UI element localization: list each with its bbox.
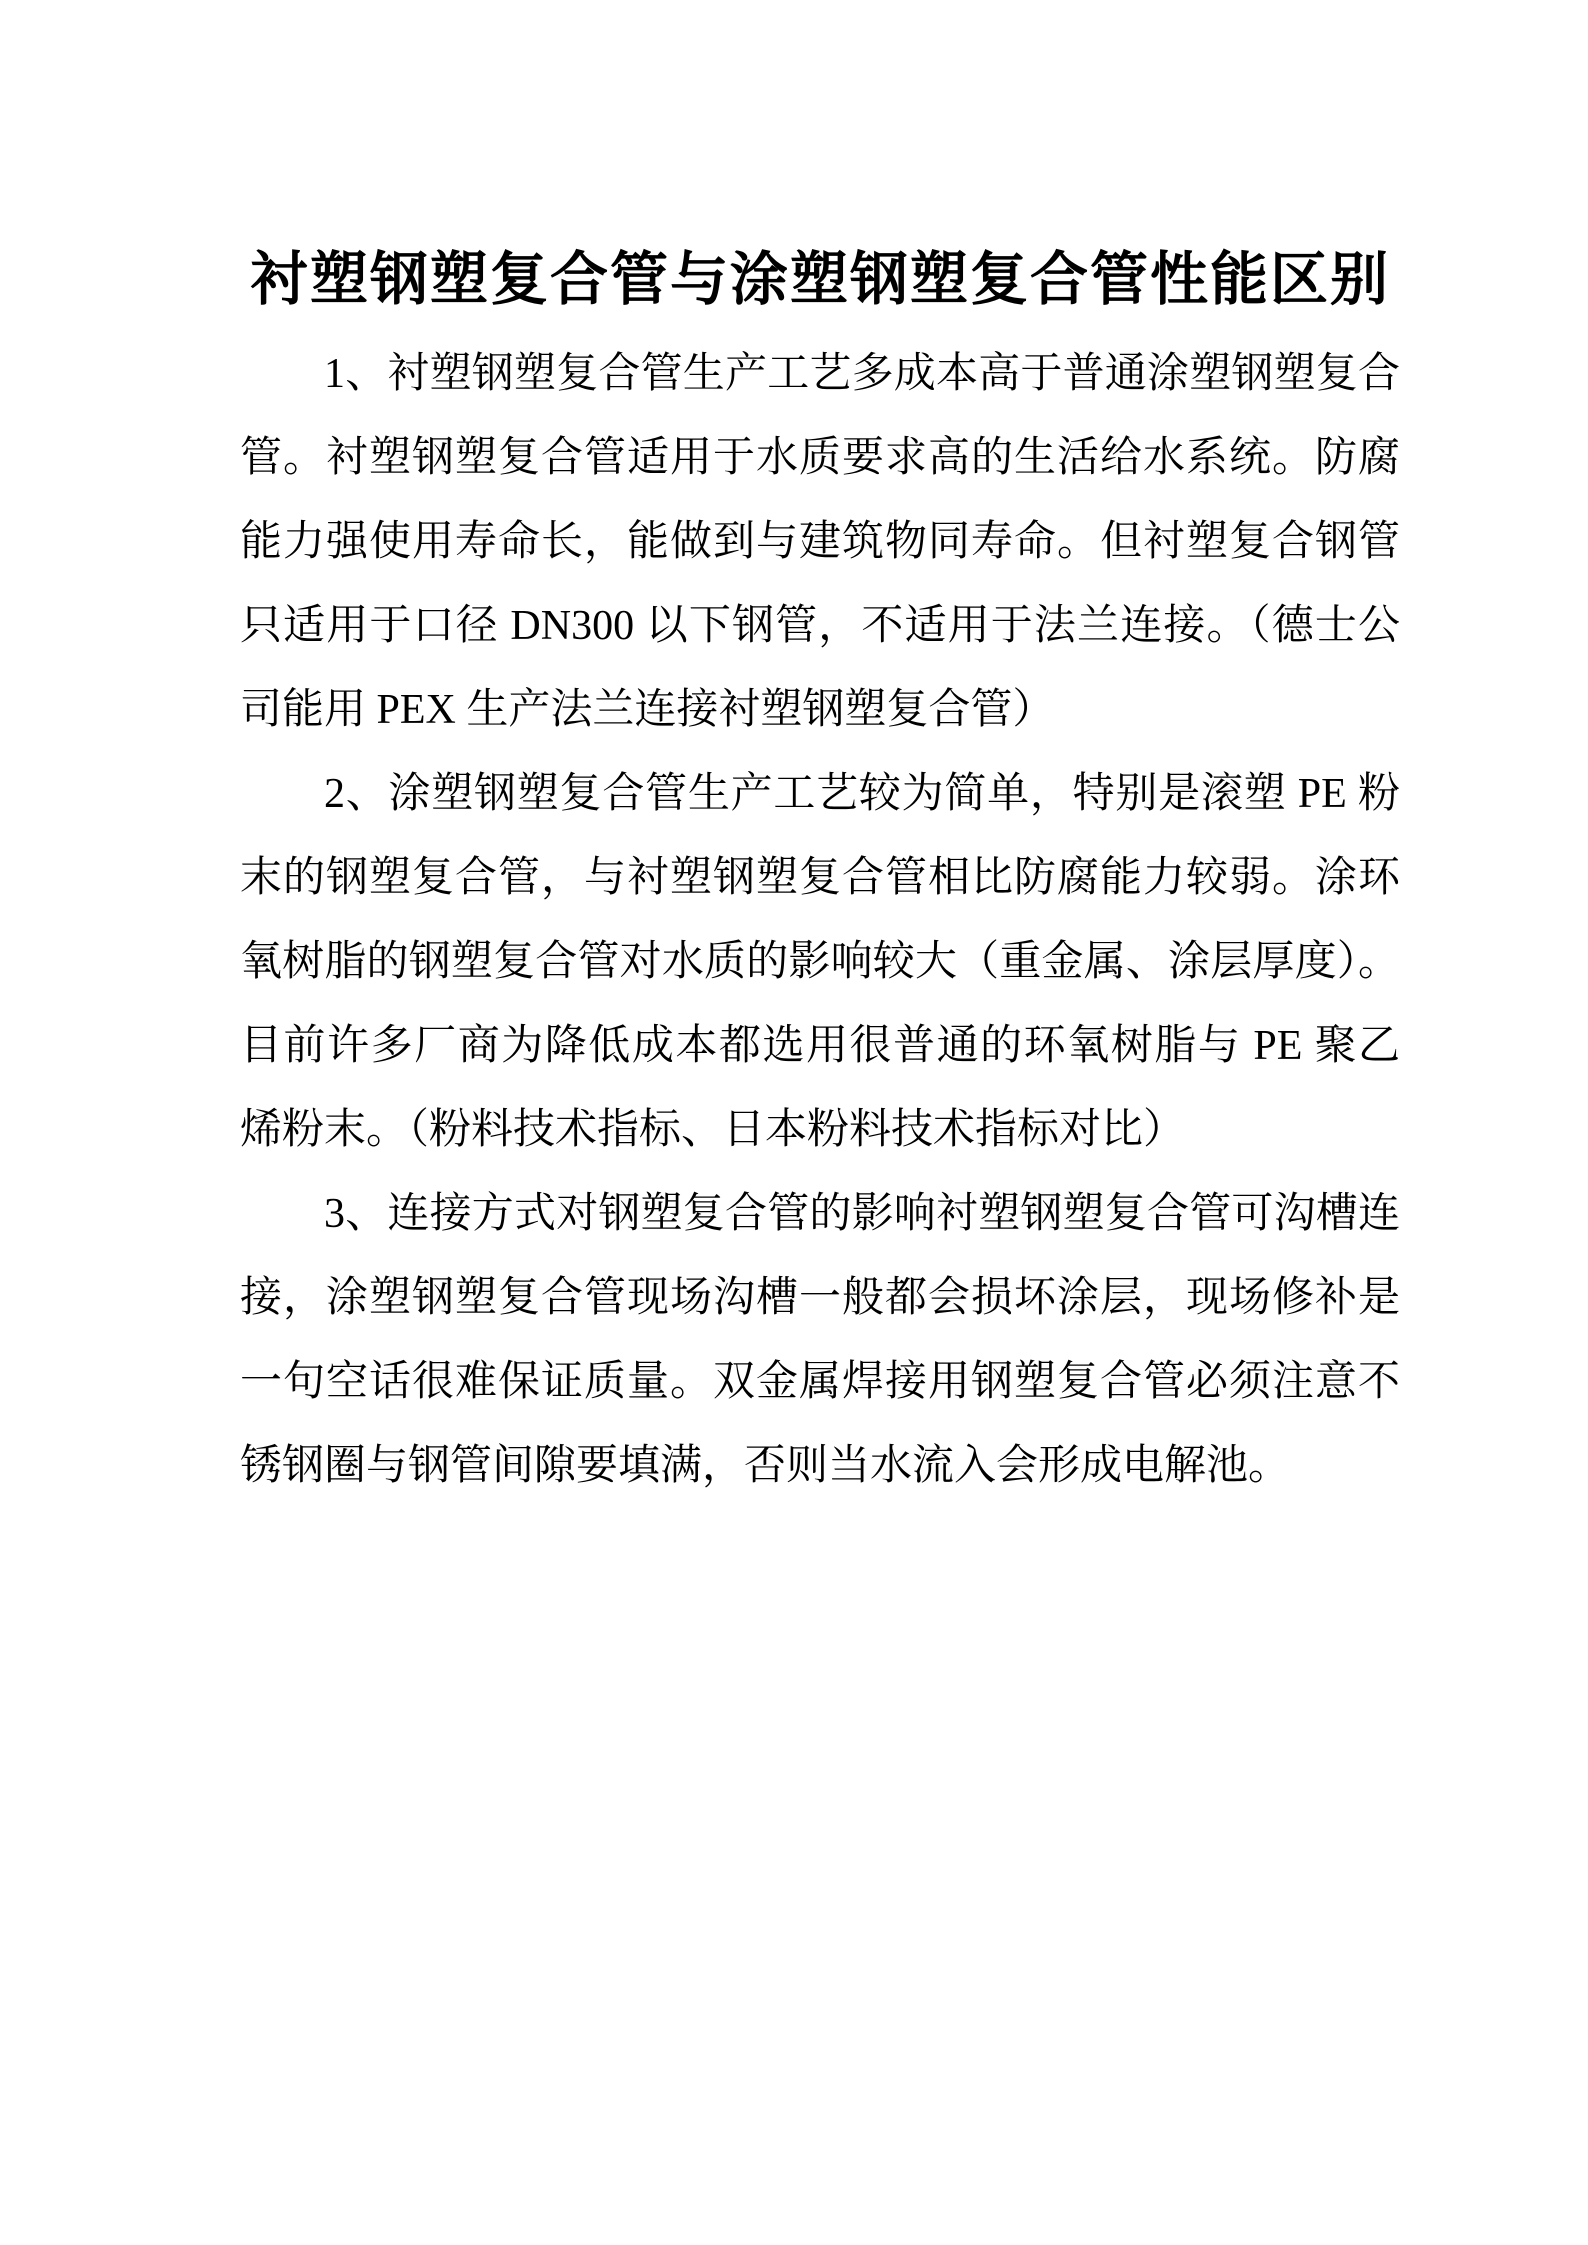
paragraph-2: 2、涂塑钢塑复合管生产工艺较为简单，特别是滚塑 PE 粉末的钢塑复合管，与衬塑钢塑复合管相比防腐能力较弱。涂环氧树脂的钢塑复合管对水质的影响较大（重金属、涂层厚度）。目前许多厂商为降低成本都选用很普通的环氧树脂与 PE 聚乙烯粉末。（粉料技术指标、日本粉料技术指标对比） [240, 771, 1400, 1153]
document-content [240, 227, 1400, 1508]
paragraph-1: 1、衬塑钢塑复合管生产工艺多成本高于普通涂塑钢塑复合管。衬塑钢塑复合管适用于水质要求高的生活给水系统。防腐能力强使用寿命长，能做到与建筑物同寿命。但衬塑复合钢管只适用于口径 DN300 以下钢管，不适用于法兰连接。（德士公司能用 PEX 生产法兰连接衬塑钢塑复合管） [240, 351, 1400, 733]
document-title: 衬塑钢塑复合管与涂塑钢塑复合管性能区别 [249, 247, 1390, 312]
paragraph-3: 3、连接方式对钢塑复合管的影响衬塑钢塑复合管可沟槽连接，涂塑钢塑复合管现场沟槽一般都会损坏涂层，现场修补是一句空话很难保证质量。双金属焊接用钢塑复合管必须注意不锈钢圈与钢管间隙要填满，否则当水流入会形成电解池。 [240, 1191, 1400, 1489]
